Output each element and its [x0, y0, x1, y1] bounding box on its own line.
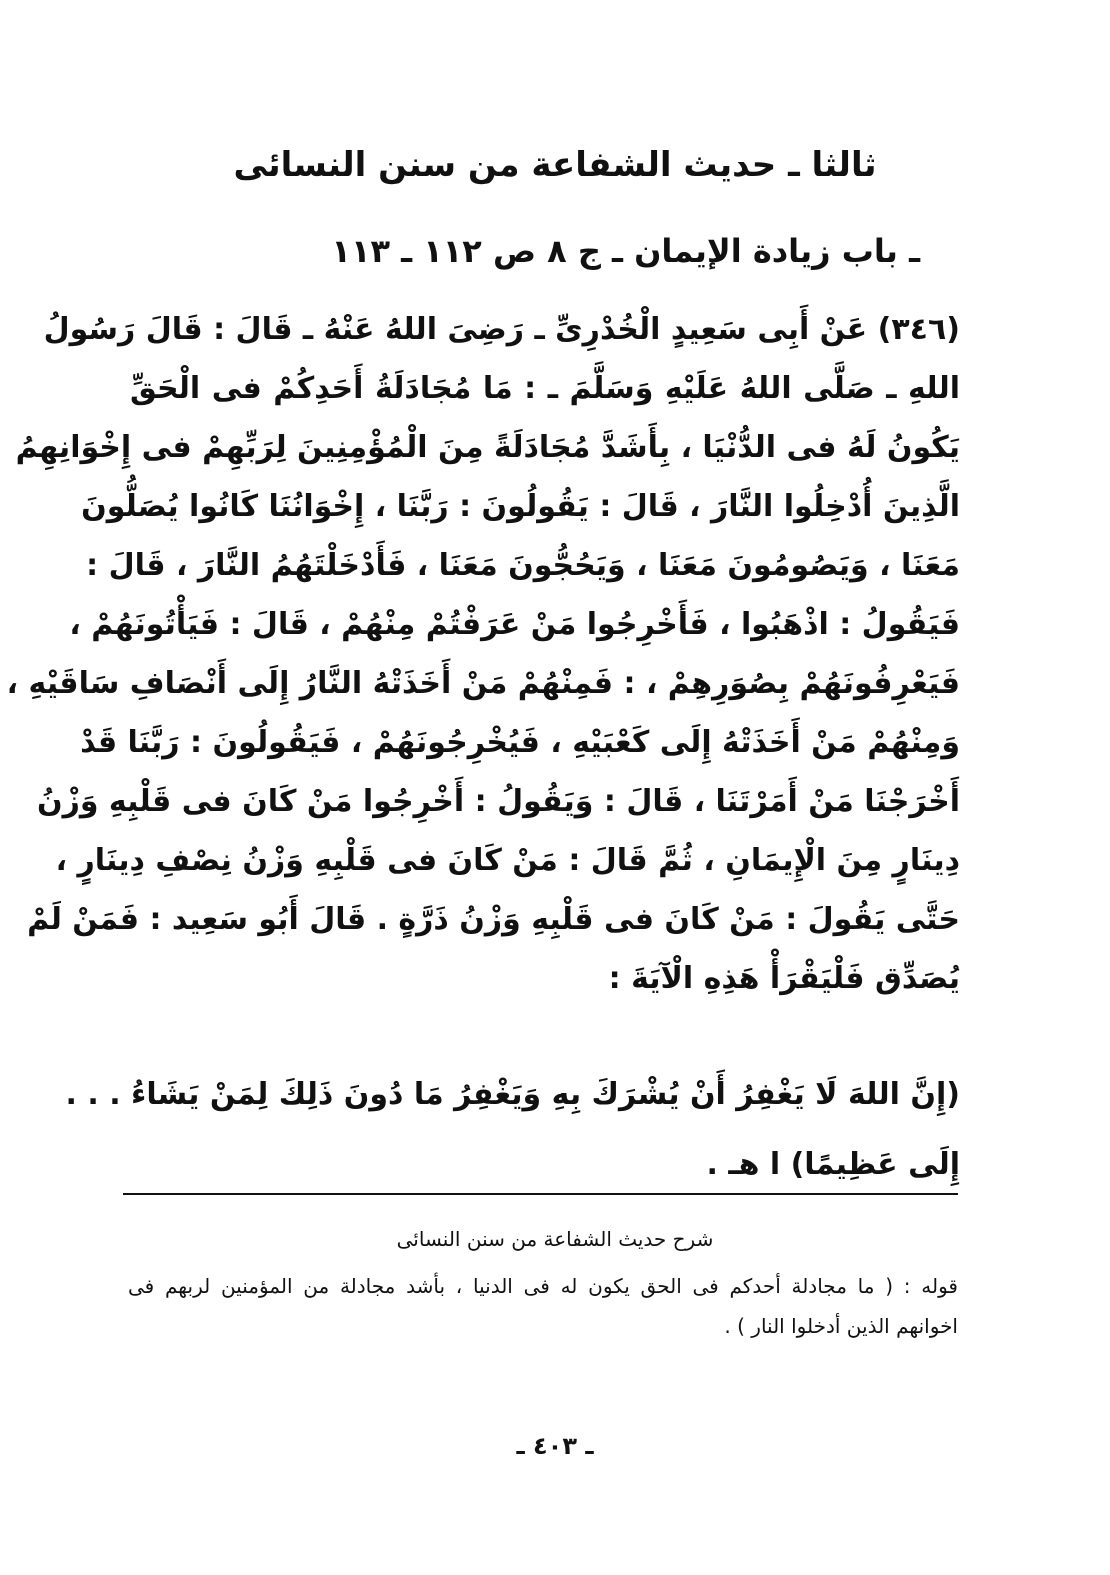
hadith-line: فَيَعْرِفُونَهُمْ بِصُوَرِهِمْ ، : فَمِنْهُمْ مَنْ أَخَذَتْهُ النَّارُ إِلَى أَنْصَافِ سَاقَيْهِ ، — [6, 666, 960, 701]
hadith-line: (٣٤٦) عَنْ أَبِى سَعِيدٍ الْخُدْرِىِّ ـ رَضِىَ اللهُ عَنْهُ ـ قَالَ : قَالَ رَسُولُ — [43, 312, 960, 347]
hadith-line: يَكُونُ لَهُ فى الدُّنْيَا ، بِأَشَدَّ مُجَادَلَةً مِنَ الْمُؤْمِنِينَ لِرَبِّهِمْ فى إِخْوَانِهِمُ — [15, 430, 960, 465]
verse-line: (إِنَّ اللهَ لَا يَغْفِرُ أَنْ يُشْرَكَ بِهِ وَيَغْفِرُ مَا دُونَ ذَلِكَ لِمَنْ يَشَاءُ . . . — [65, 1077, 960, 1112]
hadith-line: الَّذِينَ أُدْخِلُوا النَّارَ ، قَالَ : يَقُولُونَ : رَبَّنَا ، إِخْوَانُنَا كَانُوا يُصَلُّونَ — [81, 489, 960, 524]
hadith-line: حَتَّى يَقُولَ : مَنْ كَانَ فى قَلْبِهِ وَزْنُ ذَرَّةٍ . قَالَ أَبُو سَعِيد : فَمَنْ لَمْ — [27, 902, 960, 937]
commentary-line: قوله : ( ما مجادلة أحدكم فى الحق يكون له فى الدنيا ، بأشد مجادلة من المؤمنين لربهم فى — [128, 1274, 958, 1298]
hadith-line: وَمِنْهُمْ مَنْ أَخَذَتْهُ إِلَى كَعْبَيْهِ ، فَيُخْرِجُونَهُمْ ، فَيَقُولُونَ : رَبَّنَا قَدْ — [80, 725, 960, 760]
chapter-title: ثالثا ـ حديث الشفاعة من سنن النسائى — [233, 145, 877, 185]
hadith-line: مَعَنَا ، وَيَصُومُونَ مَعَنَا ، وَيَحُجُّونَ مَعَنَا ، فَأَدْخَلْتَهُمُ النَّارَ ، قَالَ : — [86, 548, 960, 583]
footnote-divider — [123, 1193, 958, 1195]
page-number: ـ ٤٠٣ ـ — [516, 1432, 594, 1460]
hadith-line: يُصَدِّق فَلْيَقْرَأْ هَذِهِ الْآيَةَ : — [608, 961, 960, 996]
hadith-line: أَخْرَجْنَا مَنْ أَمَرْتَنَا ، قَالَ : وَيَقُولُ : أَخْرِجُوا مَنْ كَانَ فى قَلْبِهِ وَزْنُ — [36, 784, 960, 819]
hadith-line: اللهِ ـ صَلَّى اللهُ عَلَيْهِ وَسَلَّمَ ـ : مَا مُجَادَلَةُ أَحَدِكُمْ فى الْحَقِّ — [130, 371, 960, 406]
section-reference: ـ باب زيادة الإيمان ـ ج ٨ ص ١١٢ ـ ١١٣ — [331, 232, 920, 270]
hadith-line: دِينَارٍ مِنَ الْإِيمَانِ ، ثُمَّ قَالَ : مَنْ كَانَ فى قَلْبِهِ وَزْنُ نِصْفِ دِينَارٍ ، — [55, 843, 960, 878]
quran-verse — [65, 1060, 960, 1200]
verse-line: إِلَى عَظِيمًا) ا هـ . — [706, 1147, 960, 1182]
hadith-line: فَيَقُولُ : اذْهَبُوا ، فَأَخْرِجُوا مَنْ عَرَفْتُمْ مِنْهُمْ ، قَالَ : فَيَأْتُونَهُمْ ، — [69, 607, 960, 642]
commentary-text — [128, 1266, 958, 1346]
hadith-text — [6, 300, 960, 1008]
commentary-title: شرح حديث الشفاعة من سنن النسائى — [396, 1227, 714, 1251]
commentary-line: اخوانهم الذين أدخلوا النار ) . — [724, 1314, 958, 1338]
